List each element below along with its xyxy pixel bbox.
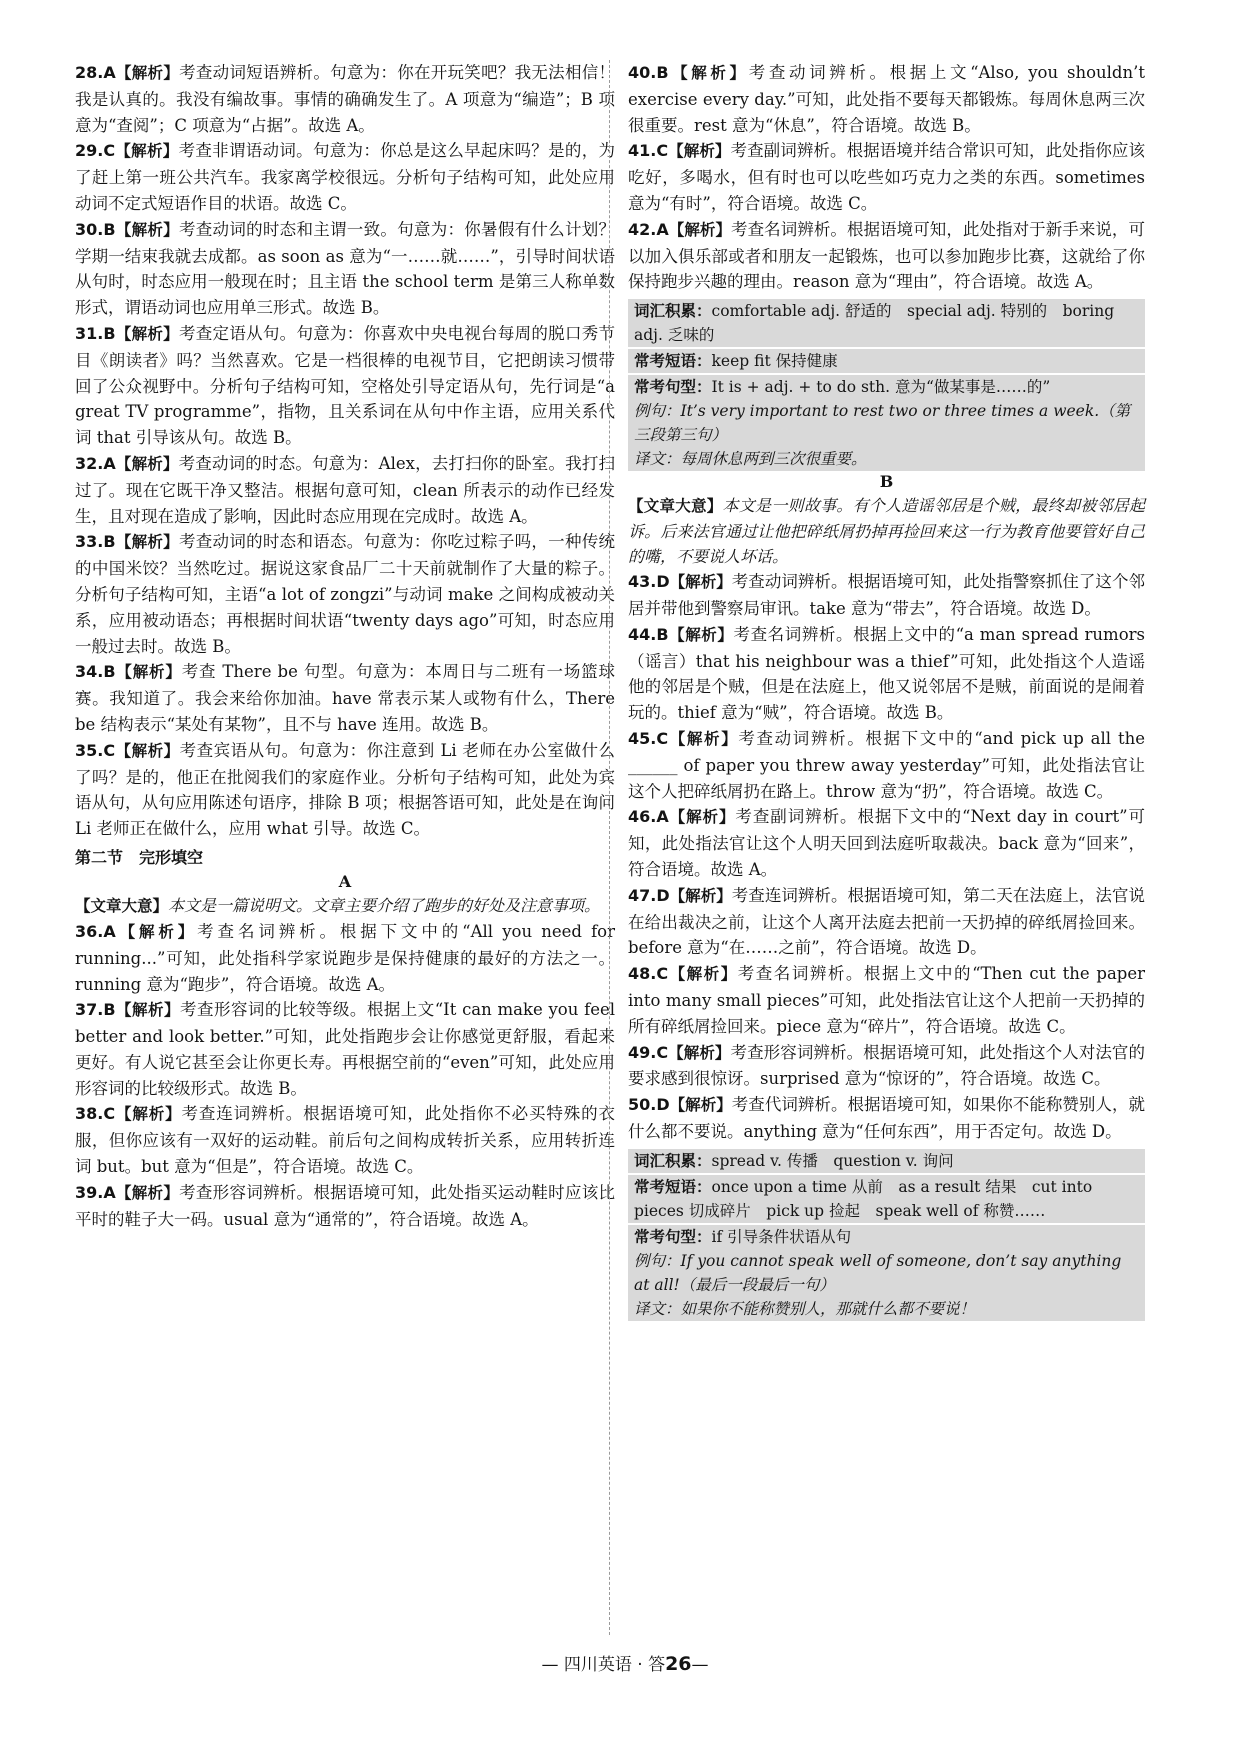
part-b-letter: B [879,472,894,492]
answer-number: 35.C [75,740,116,760]
analysis-tag: 【解析】 [115,741,180,760]
right-items [628,60,1145,295]
analysis-text: 考查副词辨析。根据下文中的“Next day in court”可知，此处指法官让这个人明天回到法庭听取裁决。back 意为“回来”，符合语境。故选 A。 [628,807,1145,879]
analysis-tag: 【解析】 [668,220,732,239]
answer-item [628,60,1145,138]
answer-item [628,883,1145,961]
answer-number: 31.B [75,323,116,343]
phrase-text-a: keep fit 保持健康 [711,352,838,371]
analysis-tag: 【解析】 [115,663,182,682]
analysis-tag: 【解析】 [115,1105,182,1124]
analysis-text: 考查动词短语辨析。句意为：你在开玩笑吧？我无法相信！我是认真的。我没有编故事。事情的确确发生了。A 项意为“编造”；B 项意为“查阅”；C 项意为“占据”。故选 A。 [75,63,616,135]
answer-item [628,961,1145,1039]
answer-number: 33.B [75,532,116,552]
vocab-note-b [628,1149,1145,1173]
answer-number: 30.B [75,219,116,239]
right-column [628,60,1145,1321]
analysis-text: 考查动词的时态和语态。句意为：你吃过粽子吗，一种传统的中国米饺？当然吃过。据说这家食品厂二十天前就制作了大量的粽子。分析句子结构可知，主语“a lot of zongzi”与动词 make 之间构成被动关系，应用被动语态；再根据时间状语“twenty days ago”可知，时态应用一般过去时。故选 B。 [75,532,615,656]
answer-number: 47.D [628,885,670,905]
page-number: 26 [665,1653,692,1675]
analysis-tag: 【解析】 [115,533,179,552]
answer-item [628,804,1145,882]
answer-item [628,622,1145,726]
answer-number: 49.C [628,1042,669,1062]
phrase-label-a: 常考短语： [634,352,712,371]
analysis-text: 考查宾语从句。句意为：你注意到 Li 老师在办公室做什么了吗？是的，他正在批阅我们的家庭作业。分析句子结构可知，此处为宾语从句，从句应用陈述句语序，排除 B 项；根据答语可知，此处是在询问 Li 老师正在做什么，应用 what 引导。故选 C。 [75,740,615,839]
phrase-note-a [628,349,1145,373]
analysis-text: 考查 There be 句型。句意为：本周日与二班有一场篮球赛。我知道了。我会来给你加油。have 常表示某人或物有什么，There be 结构表示“某处有某物”，且不与 have 连用。故选 B。 [75,662,615,734]
answer-item [75,60,615,138]
pattern-label-b: 常考句型： [634,1227,712,1246]
analysis-text: 考查代词辨析。根据语境可知，如果你不能称赞别人，就什么都不要说。anything 意为“任何东西”，用于否定句。故选 D。 [628,1095,1145,1141]
analysis-text: 考查动词的时态。句意为：Alex，去打扫你的卧室。我打扫过了。现在它既干净又整洁。根据句意可知，clean 所表示的动作已经发生，且对现在造成了影响，因此时态应用现在完成时。故选 A。 [75,453,615,526]
translation-text-b: 译文：如果你不能称赞别人，那就什么都不要说！ [634,1299,976,1318]
answer-number: 39.A [75,1182,116,1202]
answer-number: 38.C [75,1104,116,1124]
answer-number: 42.A [628,219,669,239]
left-items-2 [75,919,615,1233]
analysis-tag: 【解析】 [668,1043,731,1062]
analysis-tag: 【解析】 [115,454,179,473]
analysis-text: 考查名词辨析。根据上文中的“Then cut the paper into many small pieces”可知，此处指法官让这个人把前一天扔掉的所有碎纸屑捡回来。piece 意为“碎片”，符合语境。故选 C。 [628,964,1145,1036]
answer-number: 44.B [628,624,669,644]
answer-item [628,1092,1145,1145]
answer-number: 29.C [75,141,116,161]
summary-a [75,893,615,919]
page-footer [0,1650,1250,1675]
vocab-text-a: comfortable adj. 舒适的 special adj. 特别的 boring adj. 乏味的 [634,302,1115,345]
translation-text-a: 译文：每周休息两到三次很重要。 [634,450,867,469]
analysis-text: 考查形容词的比较等级。根据上文“It can make you feel better and look better.”可知，此处指跑步会让你感觉更舒服，看起来更好。有人说它甚至会让你更长寿。再根据空前的“even”可知，此处应用形容词的比较级形式。故选 B。 [75,1000,615,1098]
answer-number: 45.C [628,728,669,748]
analysis-tag: 【解析】 [115,1183,180,1202]
analysis-tag: 【解析】 [115,1001,180,1020]
analysis-tag: 【解析】 [115,142,179,161]
analysis-tag: 【解析】 [668,808,736,827]
answer-item [75,738,615,842]
vocab-label-a: 词汇积累： [634,302,712,321]
analysis-text: 考查副词辨析。根据语境并结合常识可知，此处指你应该吃好，多喝水，但有时也可以吃些如巧克力之类的东西。sometimes 意为“有时”，符合语境。故选 C。 [628,141,1145,213]
answer-number: 34.B [75,662,116,682]
part-a-letter: A [338,871,352,891]
phrase-label-b: 常考短语： [634,1177,712,1196]
summary-b-label: 【文章大意】 [628,497,723,516]
analysis-text: 考查名词辨析。根据上文中的“a man spread rumors（谣言）that his neighbour was a thief”可知，此处指这个人造谣他的邻居是个贼，但是在法庭上，他又说邻居不是贼，前面说的是闹着玩的。thief 意为“贼”，符合语境。故选 B。 [628,624,1145,723]
notes-a [628,299,1145,471]
answer-item [75,321,615,451]
answer-item [75,1180,615,1233]
analysis-text: 考查名词辨析。根据语境可知，此处指对于新手来说，可以加入俱乐部或者和朋友一起锻炼，也可以参加跑步比赛，这就给了你保持跑步兴趣的理由。reason 意为“理由”，符合语境。故选 A。 [628,219,1145,292]
vocab-label-b: 词汇积累： [634,1151,712,1170]
analysis-text: 考查动词的时态和主谓一致。句意为：你暑假有什么计划？学期一结束我就去成都。as soon as 意为“一……就……”，引导时间状语从句时，时态应用一般现在时；且主语 the school term 是第三人称单数形式，谓语动词也应用单三形式。故选 B。 [75,219,615,318]
answer-number: 46.A [628,807,669,827]
summary-b-text: 本文是一则故事。有个人造谣邻居是个贼，最终却被邻居起诉。后来法官通过让他把碎纸屑扔掉再捡回来这一行为教育他要管好自己的嘴，不要说人坏话。 [628,496,1145,567]
analysis-text: 考查形容词辨析。根据语境可知，此处指买运动鞋时应该比平时的鞋子大一码。usual 意为“通常的”，符合语境。故选 A。 [75,1182,616,1229]
right-items-2 [628,569,1145,1145]
analysis-tag: 【解析】 [668,142,731,161]
analysis-tag: 【解析】 [115,220,179,239]
answer-number: 28.A [75,63,116,82]
answer-item [628,569,1145,622]
answer-item [628,1040,1145,1093]
analysis-tag: 【解析】 [669,1096,732,1115]
answer-item [75,919,615,997]
answer-item [628,138,1145,216]
answer-number: 48.C [628,964,669,984]
answer-item [75,659,615,737]
analysis-text: 考查定语从句。句意为：你喜欢中央电视台每周的脱口秀节目《朗读者》吗？当然喜欢。它是一档很棒的电视节目，它把朗读习惯带回了公众视野中。分析句子结构可知，空格处引导定语从句，先行词是“a great TV programme”，指物，且关系词在从句中作主语，应用关系代词 that 引导该从句。故选 B。 [75,323,615,448]
analysis-tag: 【解析】 [668,64,749,82]
footer-suffix: — [691,1655,709,1675]
answer-item [75,997,615,1101]
pattern-note-b [628,1225,1145,1321]
analysis-text: 考查形容词辨析。根据语境可知，此处指这个人对法官的要求感到很惊讶。surprised 意为“惊讶的”，符合语境。故选 C。 [628,1042,1145,1089]
answer-number: 41.C [628,141,669,161]
example-text-b: 例句：If you cannot speak well of someone, don’t say anything at all!（最后一段最后一句） [634,1251,1122,1294]
example-text-a: 例句：It’s very important to rest two or three times a week.（第三段第三句） [634,402,1131,445]
analysis-tag: 【解析】 [115,64,180,82]
pattern-text-a: It is + adj. + to do sth. 意为“做某事是……的” [711,378,1051,397]
vocab-note-a [628,299,1145,347]
summary-a-label: 【文章大意】 [75,896,169,915]
answer-number: 40.B [628,63,669,82]
pattern-label-a: 常考句型： [634,378,712,397]
analysis-text: 考查动词辨析。根据上文“Also, you shouldn’t exercise every day.”可知，此处指不要每天都锻炼。每周休息两三次很重要。rest 意为“休息”，符合语境。故选 B。 [628,63,1145,135]
pattern-note-a [628,375,1145,471]
answer-item [75,529,615,659]
left-column [75,60,615,1232]
analysis-text: 考查动词辨析。根据下文中的“and pick up all the ______ of paper you threw away yesterday”可知，此处指法官让这个人把碎纸屑扔在路上。throw 意为“扔”，符合语境。故选 C。 [628,728,1145,801]
phrase-note-b [628,1175,1145,1223]
analysis-tag: 【解析】 [115,922,198,941]
answer-number: 50.D [628,1095,670,1115]
analysis-tag: 【解析】 [668,729,739,748]
phrase-text-b: once upon a time 从前 as a result 结果 cut into pieces 切成碎片 pick up 捡起 speak well of 称赞…… [634,1177,1093,1220]
answer-number: 37.B [75,1000,116,1020]
vocab-text-b: spread v. 传播 question v. 询问 [711,1151,954,1170]
answer-item [75,217,615,321]
analysis-tag: 【解析】 [669,573,732,592]
answer-number: 36.A [75,921,116,941]
answer-item [628,217,1145,295]
analysis-tag: 【解析】 [668,965,738,984]
answer-item [75,451,615,529]
summary-b [628,493,1145,569]
analysis-text: 考查动词辨析。根据语境可知，此处指警察抓住了这个邻居并带他到警察局审讯。take 意为“带去”，符合语境。故选 D。 [628,572,1145,618]
answer-number: 43.D [628,572,670,592]
left-items [75,60,615,842]
summary-a-text: 本文是一篇说明文。文章主要介绍了跑步的好处及注意事项。 [168,895,601,915]
analysis-text: 考查连词辨析。根据语境可知，此处指你不必买特殊的衣服，但你应该有一双好的运动鞋。前后句之间构成转折关系，应用转折连词 but。but 意为“但是”，符合语境。故选 C。 [75,1104,615,1177]
analysis-text: 考查名词辨析。根据下文中的“All you need for running...”可知，此处指科学家说跑步是保持健康的最好的方法之一。running 意为“跑步”，符合语境。故选 A。 [75,921,615,994]
column-divider [609,60,610,1635]
section-title: 第二节 完形填空 [75,847,204,867]
notes-b [628,1149,1145,1321]
analysis-text: 考查连词辨析。根据语境可知，第二天在法庭上，法官说在给出裁决之前，让这个人离开法庭去把前一天扔掉的碎纸屑捡回来。before 意为“在……之前”，符合语境。故选 D。 [628,885,1145,958]
analysis-tag: 【解析】 [115,324,179,343]
answer-item [628,726,1145,804]
answer-number: 32.A [75,453,116,473]
answer-item [75,138,615,216]
answer-item [75,1101,615,1179]
analysis-tag: 【解析】 [669,886,732,905]
footer-prefix: — 四川英语 · 答 [541,1655,666,1675]
analysis-text: 考查非谓语动词。句意为：你总是这么早起床吗？是的，为了赶上第一班公共汽车。我家离学校很远。分析句子结构可知，此处应用动词不定式短语作目的状语。故选 C。 [75,141,615,213]
pattern-text-b: if 引导条件状语从句 [711,1227,852,1246]
analysis-tag: 【解析】 [668,625,734,644]
